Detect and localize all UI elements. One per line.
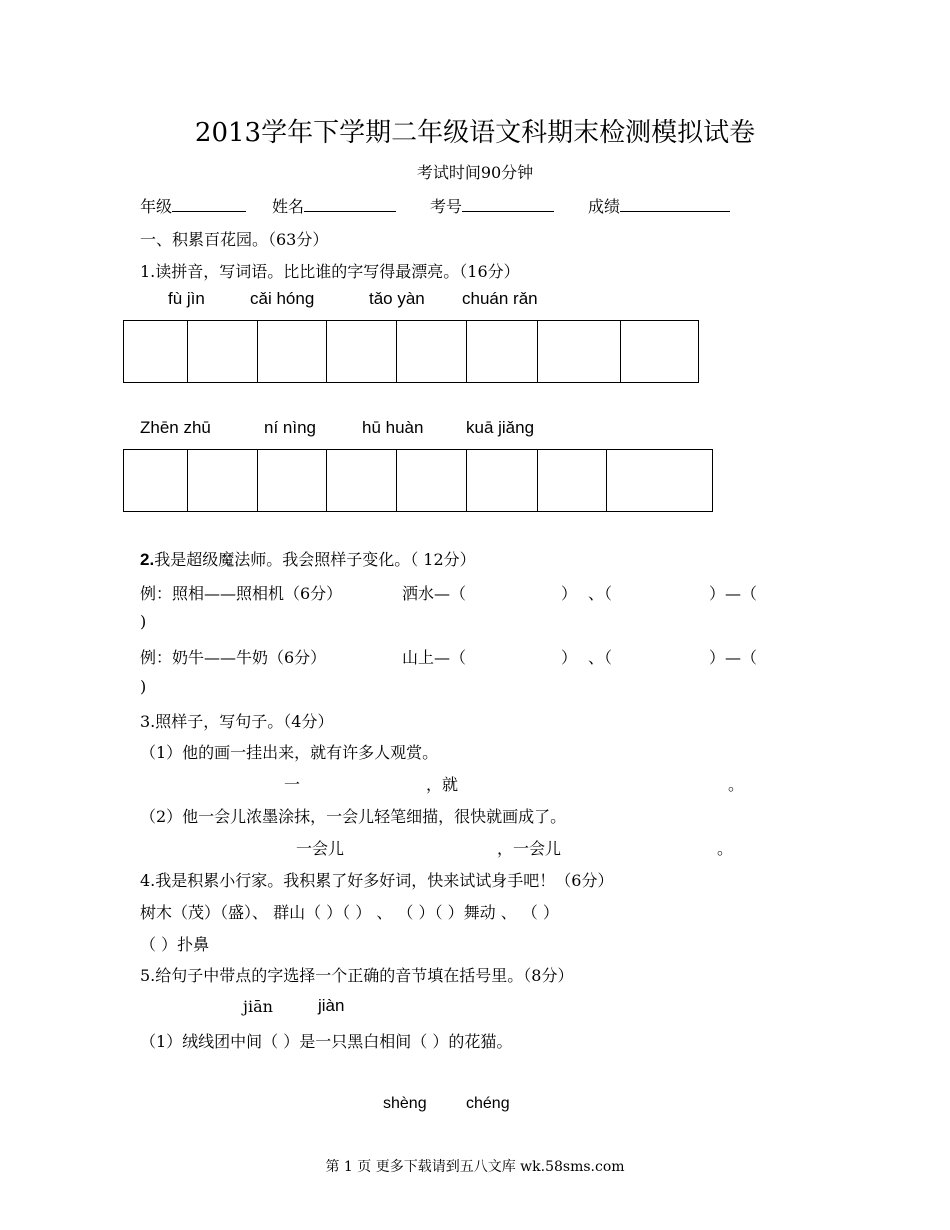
writing-cell[interactable] [187,450,257,512]
writing-cell[interactable] [466,321,537,383]
period: 。 [728,775,745,794]
pinyin-option: chéng [466,1095,510,1112]
close-paren: ） [561,584,578,603]
writing-cell[interactable] [327,321,397,383]
writing-grid-1 [123,320,699,383]
score-blank[interactable] [620,197,730,212]
writing-grid-2 [123,449,713,512]
pinyin-option: jiān [243,997,273,1016]
writing-cell[interactable] [327,450,397,512]
number-field [430,194,554,217]
pinyin-option: jiàn [318,996,345,1015]
pinyin-8: kuā jiǎng [466,418,535,437]
question-4-prompt: 4.我是积累小行家。我积累了好多好词，快来试试身手吧！（6分） [140,871,614,890]
sentence-5-1: （1）绒线团中间（ ）是一只黑白相间（ ）的花猫。 [140,1032,513,1051]
name-field [272,194,396,217]
grade-label: 年级 [140,197,173,216]
number-label: 考号 [430,197,463,216]
pinyin-option: shèng [383,1095,427,1112]
dash-paren: ）—（ [709,584,758,603]
close-paren: ） [561,648,578,667]
writing-cell[interactable] [124,321,188,383]
name-blank[interactable] [304,197,396,212]
pattern-2-b: ，一会儿 [497,839,562,858]
writing-cell[interactable] [537,321,621,383]
pinyin-5: Zhēn zhū [140,418,211,437]
writing-cell[interactable] [187,321,257,383]
question-1-prompt: 1.读拼音，写词语。比比谁的字写得最漂亮。（16分） [140,262,520,281]
pattern-1-a: 一 [284,775,301,794]
pattern-2-a: 一会儿 [296,839,345,858]
wrap-paren: ) [140,677,147,696]
pinyin-3: tǎo yàn [369,289,425,308]
dash-paren: ）—（ [709,648,758,667]
question-3-prompt: 3.照样子，写句子。（4分） [140,712,334,731]
sentence-1: （1）他的画一挂出来，就有许多人观赏。 [140,743,439,762]
pinyin-1: fù jìn [168,289,205,308]
writing-cell[interactable] [397,450,467,512]
word-1: 洒水—（ [402,584,467,603]
pinyin-7: hū huàn [362,418,424,437]
pattern-1-b: ，就 [426,775,459,794]
score-field [588,194,730,217]
section-heading: 一、积累百花园。（63分） [140,230,329,249]
grade-blank[interactable] [172,197,246,212]
word-fill-line-1: 树木（茂）（盛）、 群山（ ）（ ） 、 （ ）（ ）舞动 、 （ ） [140,903,559,922]
page-footer: 第 1 页 更多下载请到五八文库 wk.58sms.com [325,1159,625,1175]
score-label: 成绩 [588,197,621,216]
writing-cell[interactable] [397,321,467,383]
example-2: 例：奶牛——牛奶（6分） [140,648,327,667]
exam-duration: 考试时间90分钟 [416,163,534,182]
writing-cell[interactable] [466,450,537,512]
writing-cell[interactable] [607,450,713,512]
question-5-prompt: 5.给句子中带点的字选择一个正确的音节填在括号里。（8分） [140,966,574,985]
question-2-number: 2. [140,550,155,569]
example-1: 例：照相——照相机（6分） [140,584,343,603]
word-fill-line-2: （ ）扑鼻 [140,935,210,954]
word-2: 山上—（ [402,648,467,667]
writing-cell[interactable] [257,450,327,512]
sentence-2: （2）他一会儿浓墨涂抹，一会儿轻笔细描，很快就画成了。 [140,807,567,826]
writing-cell[interactable] [124,450,188,512]
question-2-text: 我是超级魔法师。我会照样子变化。（ 12分） [154,550,476,569]
writing-cell[interactable] [537,450,607,512]
comma-paren: 、（ [588,584,613,603]
question-2-prompt [140,547,476,570]
grade-field [140,194,246,217]
pinyin-2: cǎi hóng [250,289,315,308]
pinyin-4: chuán rǎn [462,289,538,308]
pinyin-6: ní nìng [264,418,316,437]
page-title: 2013学年下学期二年级语文科期末检测模拟试卷 [194,118,756,148]
name-label: 姓名 [272,197,305,216]
number-blank[interactable] [462,197,554,212]
writing-cell[interactable] [621,321,699,383]
comma-paren: 、（ [588,648,613,667]
writing-cell[interactable] [257,321,327,383]
wrap-paren: ) [140,612,147,631]
period: 。 [717,839,734,858]
